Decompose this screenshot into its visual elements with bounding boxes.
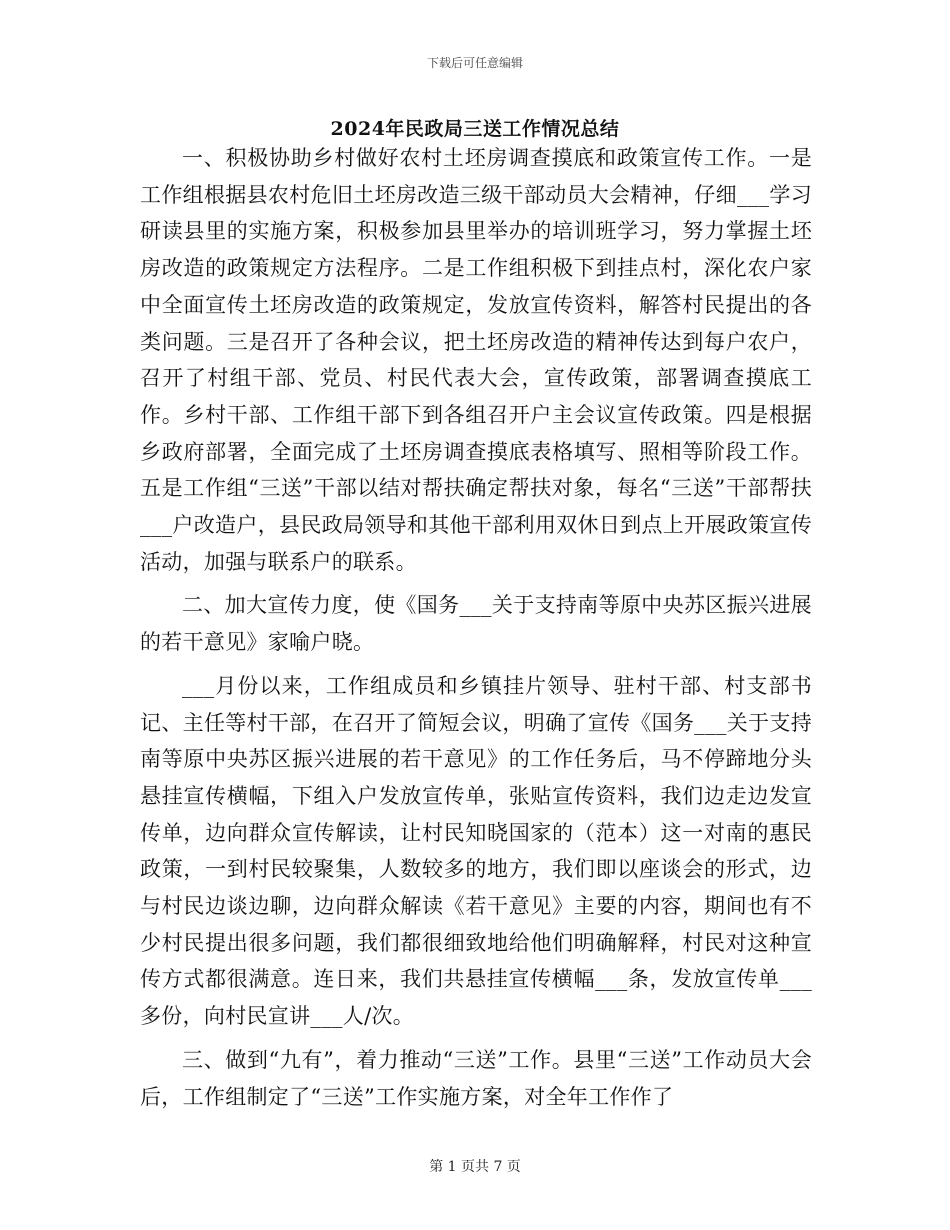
paragraph-4: 三、做到“九有”，着力推动“三送”工作。县里“三送”工作动员大会后，工作组制定了“三送”工作实施方案，对全年工作作了 bbox=[140, 1047, 812, 1109]
page-header-note: 下载后可任意编辑 bbox=[426, 56, 523, 70]
paragraph-1: 一、积极协助乡村做好农村土坯房调查摸底和政策宣传工作。一是工作组根据县农村危旧土坯房改造三级干部动员大会精神，仔细___学习研读县里的实施方案，积极参加县里举办的培训班学习，努力掌握土坯房改造的政策规定方法程序。二是工作组积极下到挂点村，深化农户家中全面宣传土坯房改造的政策规定，发放宣传资料，解答村民提出的各类问题。三是召开了各种会议，把土坯房改造的精神传达到每户农户，召开了村组干部、党员、村民代表大会，宣传政策，部署调查摸底工作。乡村干部、工作组干部下到各组召开户主会议宣传政策。四是根据乡政府部署，全面完成了土坯房调查摸底表格填写、照相等阶段工作。五是工作组“三送”干部以结对帮扶确定帮扶对象，每名“三送”干部帮扶___户改造户，县民政局领导和其他干部利用双休日到点上开展政策宣传活动，加强与联系户的联系。 bbox=[140, 146, 812, 574]
document-body bbox=[140, 140, 812, 1115]
paragraph-2: 二、加大宣传力度，使《国务___关于支持南等原中央苏区振兴进展的若干意见》家喻户晓。 bbox=[140, 593, 812, 655]
paragraph-3: ___月份以来，工作组成员和乡镇挂片领导、驻村干部、村支部书记、主任等村干部，在召开了简短会议，明确了宣传《国务___关于支持南等原中央苏区振兴进展的若干意见》的工作任务后，马不停蹄地分头悬挂宣传横幅，下组入户发放宣传单，张贴宣传资料，我们边走边发宣传单，边向群众宣传解读，让村民知晓国家的（范本）这一对南的惠民政策，一到村民较聚集，人数较多的地方，我们即以座谈会的形式，边与村民边谈边聊，边向群众解读《若干意见》主要的内容，期间也有不少村民提出很多问题，我们都很细致地给他们明确解释，村民对这种宣传方式都很满意。连日来，我们共悬挂宣传横幅___条，发放宣传单___多份，向村民宣讲___人/次。 bbox=[140, 673, 812, 1029]
document-title: 2024年民政局三送工作情况总结 bbox=[330, 118, 620, 140]
page-number-footer: 第 1 页共 7 页 bbox=[429, 1159, 521, 1175]
